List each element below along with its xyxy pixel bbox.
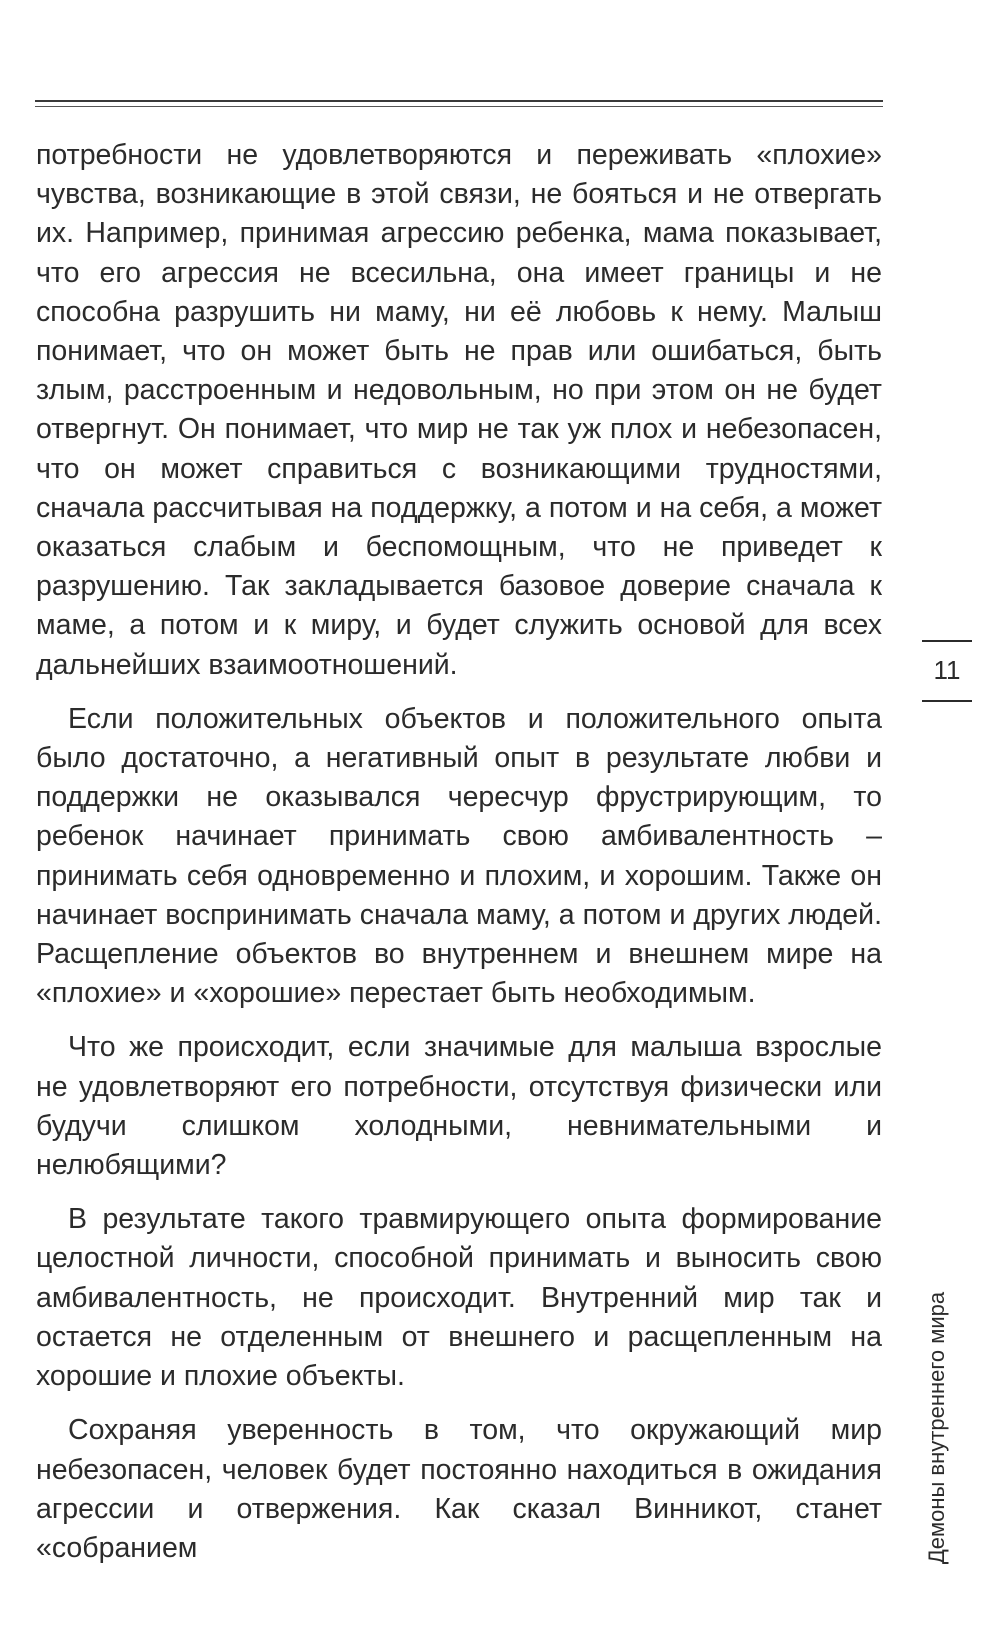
running-title-container [920,1278,954,1578]
paragraph-4: В результате такого травмирующего опыта формирование целостной личности, способной принимать и выносить свою амбивалентность, не происходит. Внутренний мир так и остается не отделенным от внешнего и расщепленным на хорошие и плохие объекты. [36,1203,882,1393]
header-rule-top [35,100,883,102]
body-text [36,136,882,1568]
page-number: 11 [933,655,961,685]
paragraph-3: Что же происходит, если значимые для малыша взрослые не удовлетворяют его потребности, отсутствуя физически или будучи слишком холодными, невнимательными и нелюбящими? [36,1031,882,1182]
running-title: Демоны внутреннего мира [924,1291,949,1565]
page-number-marker [922,640,972,702]
paragraph-5: Сохраняя уверенность в том, что окружающий мир небезопасен, человек будет постоянно находиться в ожидания агрессии и отвержения. Как сказал Винникот, станет «собранием [36,1414,882,1564]
header-rule-bottom [35,106,883,107]
paragraph-1: потребности не удовлетворяются и переживать «плохие» чувства, возникающие в этой связи, не бояться и не отвергать их. Например, принимая агрессию ребенка, мама показывает, что его агрессия не всесильна, она имеет границы и не способна разрушить ни маму, ни её любовь к нему. Малыш понимает, что он может быть не прав или ошибаться, быть злым, расстроенным и недовольным, но при этом он не будет отвергнут. Он понимает, что мир не так уж плох и небезопасен, что он может справиться с возникающими трудностями, сначала рассчитывая на поддержку, а потом и на себя, а может оказаться слабым и беспомощным, что не приведет к разрушению. Так закладывается базовое доверие сначала к маме, а потом и к миру, и будет служить основой для всех дальнейших взаимоотношений. [36,139,882,681]
paragraph-2: Если положительных объектов и положительного опыта было достаточно, а негативный опыт в результате любви и поддержки не оказывался чересчур фрустрирующим, то ребенок начинает принимать свою амбивалентность – принимать себя одновременно и плохим, и хорошим. Также он начинает воспринимать сначала маму, а потом и других людей. Расщепление объектов во внутреннем и внешнем мире на «плохие» и «хорошие» перестает быть необходимым. [36,702,882,1010]
page-number-rule-bottom [922,700,972,702]
